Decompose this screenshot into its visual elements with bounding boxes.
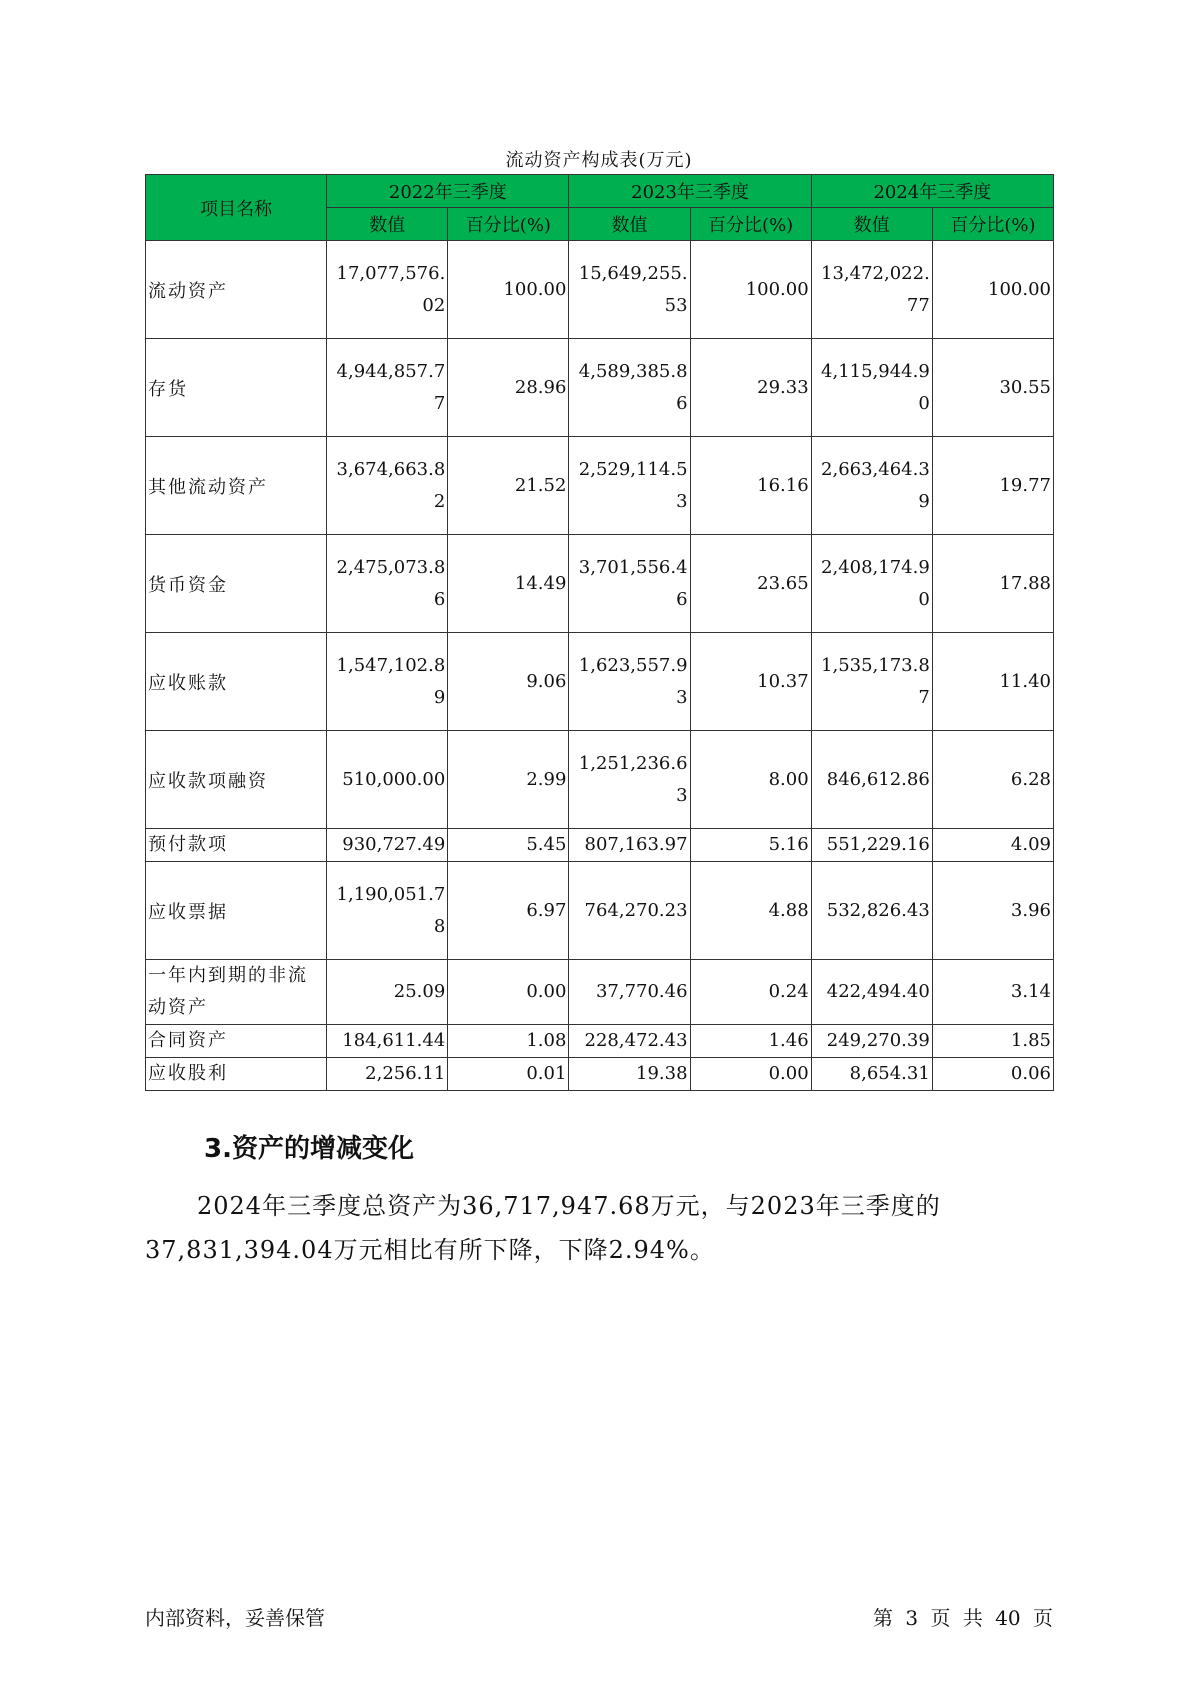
table-row [146, 960, 1054, 1025]
header-pct: 百分比(%) [448, 208, 569, 241]
cell-percentage: 8.00 [690, 731, 811, 829]
header-period-2022: 2022年三季度 [327, 175, 569, 208]
row-label: 货币资金 [146, 535, 327, 633]
cell-percentage: 0.01 [448, 1058, 569, 1091]
cell-percentage: 1.46 [690, 1025, 811, 1058]
cell-value: 8,654.31 [811, 1058, 932, 1091]
footer-page-number: 第 3 页 共 40 页 [873, 1606, 1053, 1630]
row-label: 预付款项 [146, 829, 327, 862]
header-value: 数值 [327, 208, 448, 241]
table-row [146, 731, 1054, 829]
header-item-name: 项目名称 [146, 175, 327, 241]
cell-value: 532,826.43 [811, 862, 932, 960]
header-period-2024: 2024年三季度 [811, 175, 1053, 208]
cell-value: 13,472,022.77 [811, 241, 932, 339]
cell-percentage: 5.45 [448, 829, 569, 862]
cell-value: 2,408,174.90 [811, 535, 932, 633]
cell-value: 422,494.40 [811, 960, 932, 1025]
cell-percentage: 16.16 [690, 437, 811, 535]
cell-percentage: 5.16 [690, 829, 811, 862]
cell-percentage: 19.77 [932, 437, 1053, 535]
cell-percentage: 14.49 [448, 535, 569, 633]
cell-percentage: 21.52 [448, 437, 569, 535]
cell-value: 17,077,576.02 [327, 241, 448, 339]
section-heading: 3.资产的增减变化 [204, 1134, 414, 1164]
cell-value: 2,256.11 [327, 1058, 448, 1091]
cell-percentage: 0.00 [690, 1058, 811, 1091]
current-assets-table [145, 174, 1054, 1091]
cell-value: 37,770.46 [569, 960, 690, 1025]
table-row [146, 829, 1054, 862]
cell-percentage: 100.00 [448, 241, 569, 339]
cell-percentage: 3.14 [932, 960, 1053, 1025]
table-body [146, 241, 1054, 1091]
footer-confidential: 内部资料，妥善保管 [145, 1606, 325, 1630]
cell-value: 25.09 [327, 960, 448, 1025]
cell-value: 2,529,114.53 [569, 437, 690, 535]
cell-value: 930,727.49 [327, 829, 448, 862]
row-label: 存货 [146, 339, 327, 437]
cell-percentage: 0.00 [448, 960, 569, 1025]
row-label: 应收股利 [146, 1058, 327, 1091]
header-value: 数值 [569, 208, 690, 241]
cell-percentage: 10.37 [690, 633, 811, 731]
cell-percentage: 4.09 [932, 829, 1053, 862]
row-label: 应收票据 [146, 862, 327, 960]
row-label: 合同资产 [146, 1025, 327, 1058]
cell-value: 1,535,173.87 [811, 633, 932, 731]
cell-percentage: 23.65 [690, 535, 811, 633]
header-pct: 百分比(%) [690, 208, 811, 241]
cell-percentage: 11.40 [932, 633, 1053, 731]
cell-percentage: 0.06 [932, 1058, 1053, 1091]
table-row [146, 1025, 1054, 1058]
table-row [146, 633, 1054, 731]
cell-percentage: 2.99 [448, 731, 569, 829]
cell-value: 19.38 [569, 1058, 690, 1091]
cell-percentage: 0.24 [690, 960, 811, 1025]
cell-value: 4,944,857.77 [327, 339, 448, 437]
row-label: 流动资产 [146, 241, 327, 339]
cell-percentage: 100.00 [690, 241, 811, 339]
cell-value: 4,589,385.86 [569, 339, 690, 437]
cell-value: 764,270.23 [569, 862, 690, 960]
cell-value: 1,190,051.78 [327, 862, 448, 960]
cell-value: 228,472.43 [569, 1025, 690, 1058]
row-label: 其他流动资产 [146, 437, 327, 535]
cell-value: 551,229.16 [811, 829, 932, 862]
cell-value: 1,251,236.63 [569, 731, 690, 829]
cell-value: 3,674,663.82 [327, 437, 448, 535]
table-row [146, 437, 1054, 535]
section-paragraph: 2024年三季度总资产为36,717,947.68万元，与2023年三季度的37,831,394.04万元相比有所下降，下降2.94%。 [145, 1192, 941, 1264]
row-label: 一年内到期的非流动资产 [146, 960, 327, 1025]
cell-value: 184,611.44 [327, 1025, 448, 1058]
cell-value: 4,115,944.90 [811, 339, 932, 437]
table-row [146, 241, 1054, 339]
cell-percentage: 100.00 [932, 241, 1053, 339]
table-row [146, 339, 1054, 437]
header-pct: 百分比(%) [932, 208, 1053, 241]
cell-percentage: 1.85 [932, 1025, 1053, 1058]
row-label: 应收账款 [146, 633, 327, 731]
cell-value: 15,649,255.53 [569, 241, 690, 339]
cell-percentage: 9.06 [448, 633, 569, 731]
header-value: 数值 [811, 208, 932, 241]
cell-value: 2,663,464.39 [811, 437, 932, 535]
table-row [146, 862, 1054, 960]
cell-percentage: 17.88 [932, 535, 1053, 633]
cell-value: 249,270.39 [811, 1025, 932, 1058]
row-label: 应收款项融资 [146, 731, 327, 829]
table-row [146, 1058, 1054, 1091]
cell-value: 2,475,073.86 [327, 535, 448, 633]
cell-value: 510,000.00 [327, 731, 448, 829]
cell-percentage: 30.55 [932, 339, 1053, 437]
cell-percentage: 28.96 [448, 339, 569, 437]
cell-percentage: 6.97 [448, 862, 569, 960]
cell-value: 3,701,556.46 [569, 535, 690, 633]
table-row [146, 535, 1054, 633]
cell-percentage: 4.88 [690, 862, 811, 960]
cell-percentage: 29.33 [690, 339, 811, 437]
cell-value: 1,547,102.89 [327, 633, 448, 731]
cell-percentage: 6.28 [932, 731, 1053, 829]
cell-value: 846,612.86 [811, 731, 932, 829]
cell-value: 1,623,557.93 [569, 633, 690, 731]
table-caption: 流动资产构成表(万元) [505, 150, 693, 171]
header-period-2023: 2023年三季度 [569, 175, 811, 208]
cell-percentage: 3.96 [932, 862, 1053, 960]
cell-value: 807,163.97 [569, 829, 690, 862]
cell-percentage: 1.08 [448, 1025, 569, 1058]
